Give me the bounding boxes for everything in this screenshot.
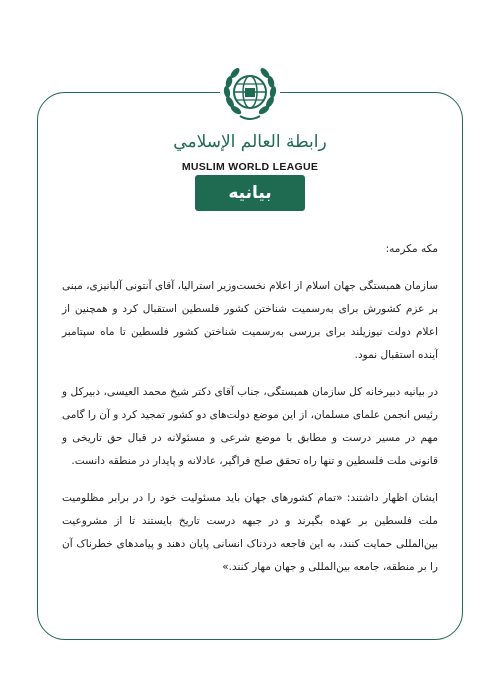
- org-name-arabic: رابطة العالم الإسلامي: [173, 132, 327, 152]
- paragraph-1: سازمان همبستگی جهان اسلام از اعلام نخست‌وزیر استرالیا، آقای آنتونی آلبانیزی، مبنی بر عزم کشورش برای به‌رسمیت شناختن کشور فلسطین استقبال کرد و همچنین از اعلام دولت نیوزیلند برای بررسی به‌رسمیت شناختن کشور فلسطین تا ماه سپتامبر آینده استقبال نمود.: [62, 280, 438, 361]
- paragraph-2: در بیانیه دبیرخانه کل سازمان همبستگی، جناب آقای دکتر شیخ محمد العیسی، دبیرکل و رئیس انجمن علمای مسلمان، از این موضع دولت‌های دو کشور تمجید کرد و آن را گامی مهم در مسیر درست و مطابق با موضع شرعی و مسئولانه در قبال حق تاریخی و قانونی ملت فلسطین و تنها راه تحقق صلح فراگیر، عادلانه و پایدار در منطقه دانست.: [62, 386, 438, 467]
- salutation: مکه مکرمه:: [385, 243, 438, 255]
- org-name-english: MUSLIM WORLD LEAGUE: [181, 161, 319, 173]
- statement-badge: بیانیه: [195, 175, 305, 211]
- statement-body: [62, 238, 438, 593]
- mwl-globe-laurel-icon: [220, 62, 280, 126]
- paragraph-3: ایشان اظهار داشتند: «تمام کشورهای جهان باید مسئولیت خود را در برابر مظلومیت ملت فلسطین بر عهده بگیرند و در جبهه درست تاریخ بایستند تا از مشروعیت بین‌المللی حمایت کنند، به این فاجعه دردناک انسانی پایان دهند و پیامدهای خطرناک آن را بر منطقه، جامعه بین‌المللی و جهان مهار کنند.»: [62, 492, 438, 573]
